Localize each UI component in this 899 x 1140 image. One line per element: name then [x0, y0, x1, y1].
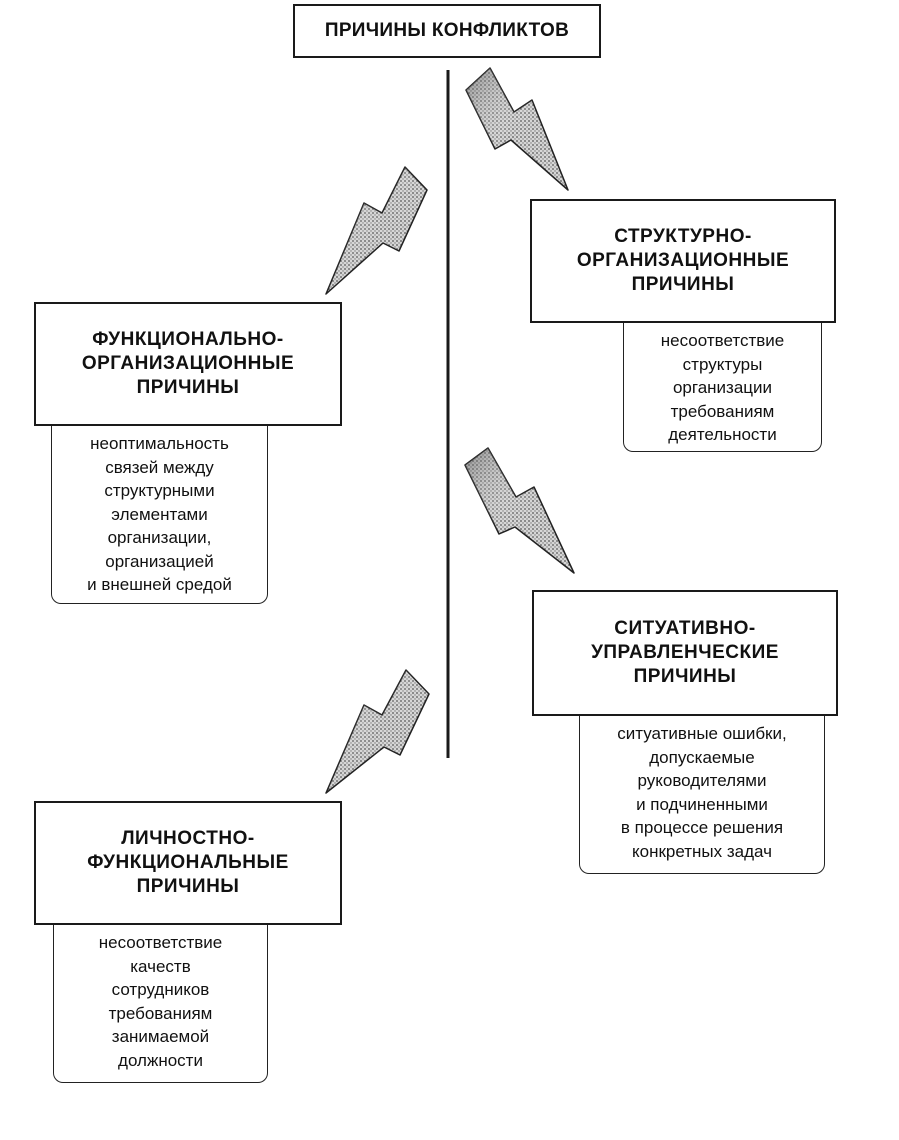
- personal-cause-description-box: [53, 925, 268, 1083]
- lightning-bolt-functional: [326, 167, 427, 294]
- lightning-bolt-personal: [326, 670, 429, 793]
- root-title: ПРИЧИНЫ КОНФЛИКТОВ: [324, 20, 570, 41]
- personal-cause-title: ЛИЧНОСТНО- ФУНКЦИОНАЛЬНЫЕ ПРИЧИНЫ: [87, 828, 289, 897]
- functional-cause-description-box: [51, 426, 268, 604]
- functional-cause-box: [34, 302, 342, 426]
- root-cause-box: [293, 4, 601, 58]
- structural-cause-description-box: [623, 323, 822, 452]
- personal-cause-box: [34, 801, 342, 925]
- situational-cause-description-box: [579, 716, 825, 874]
- personal-cause-description: несоответствие качеств сотрудников требованиям занимаемой должности: [98, 933, 223, 1070]
- structural-cause-box: [530, 199, 836, 323]
- lightning-bolt-structural: [466, 68, 568, 190]
- structural-cause-description: несоответствие структуры организации требованиям деятельности: [660, 331, 785, 444]
- functional-cause-description: неоптимальность связей между структурными элементами организации, организацией и внешней средой: [87, 434, 232, 594]
- situational-cause-description: ситуативные ошибки, допускаемые руководителями и подчиненными в процессе решения конкретных задач: [617, 724, 787, 861]
- lightning-bolt-situational: [465, 448, 574, 573]
- functional-cause-title: ФУНКЦИОНАЛЬНО- ОРГАНИЗАЦИОННЫЕ ПРИЧИНЫ: [81, 329, 295, 398]
- situational-cause-title: СИТУАТИВНО- УПРАВЛЕНЧЕСКИЕ ПРИЧИНЫ: [591, 618, 779, 687]
- situational-cause-box: [532, 590, 838, 716]
- structural-cause-title: СТРУКТУРНО- ОРГАНИЗАЦИОННЫЕ ПРИЧИНЫ: [576, 226, 790, 295]
